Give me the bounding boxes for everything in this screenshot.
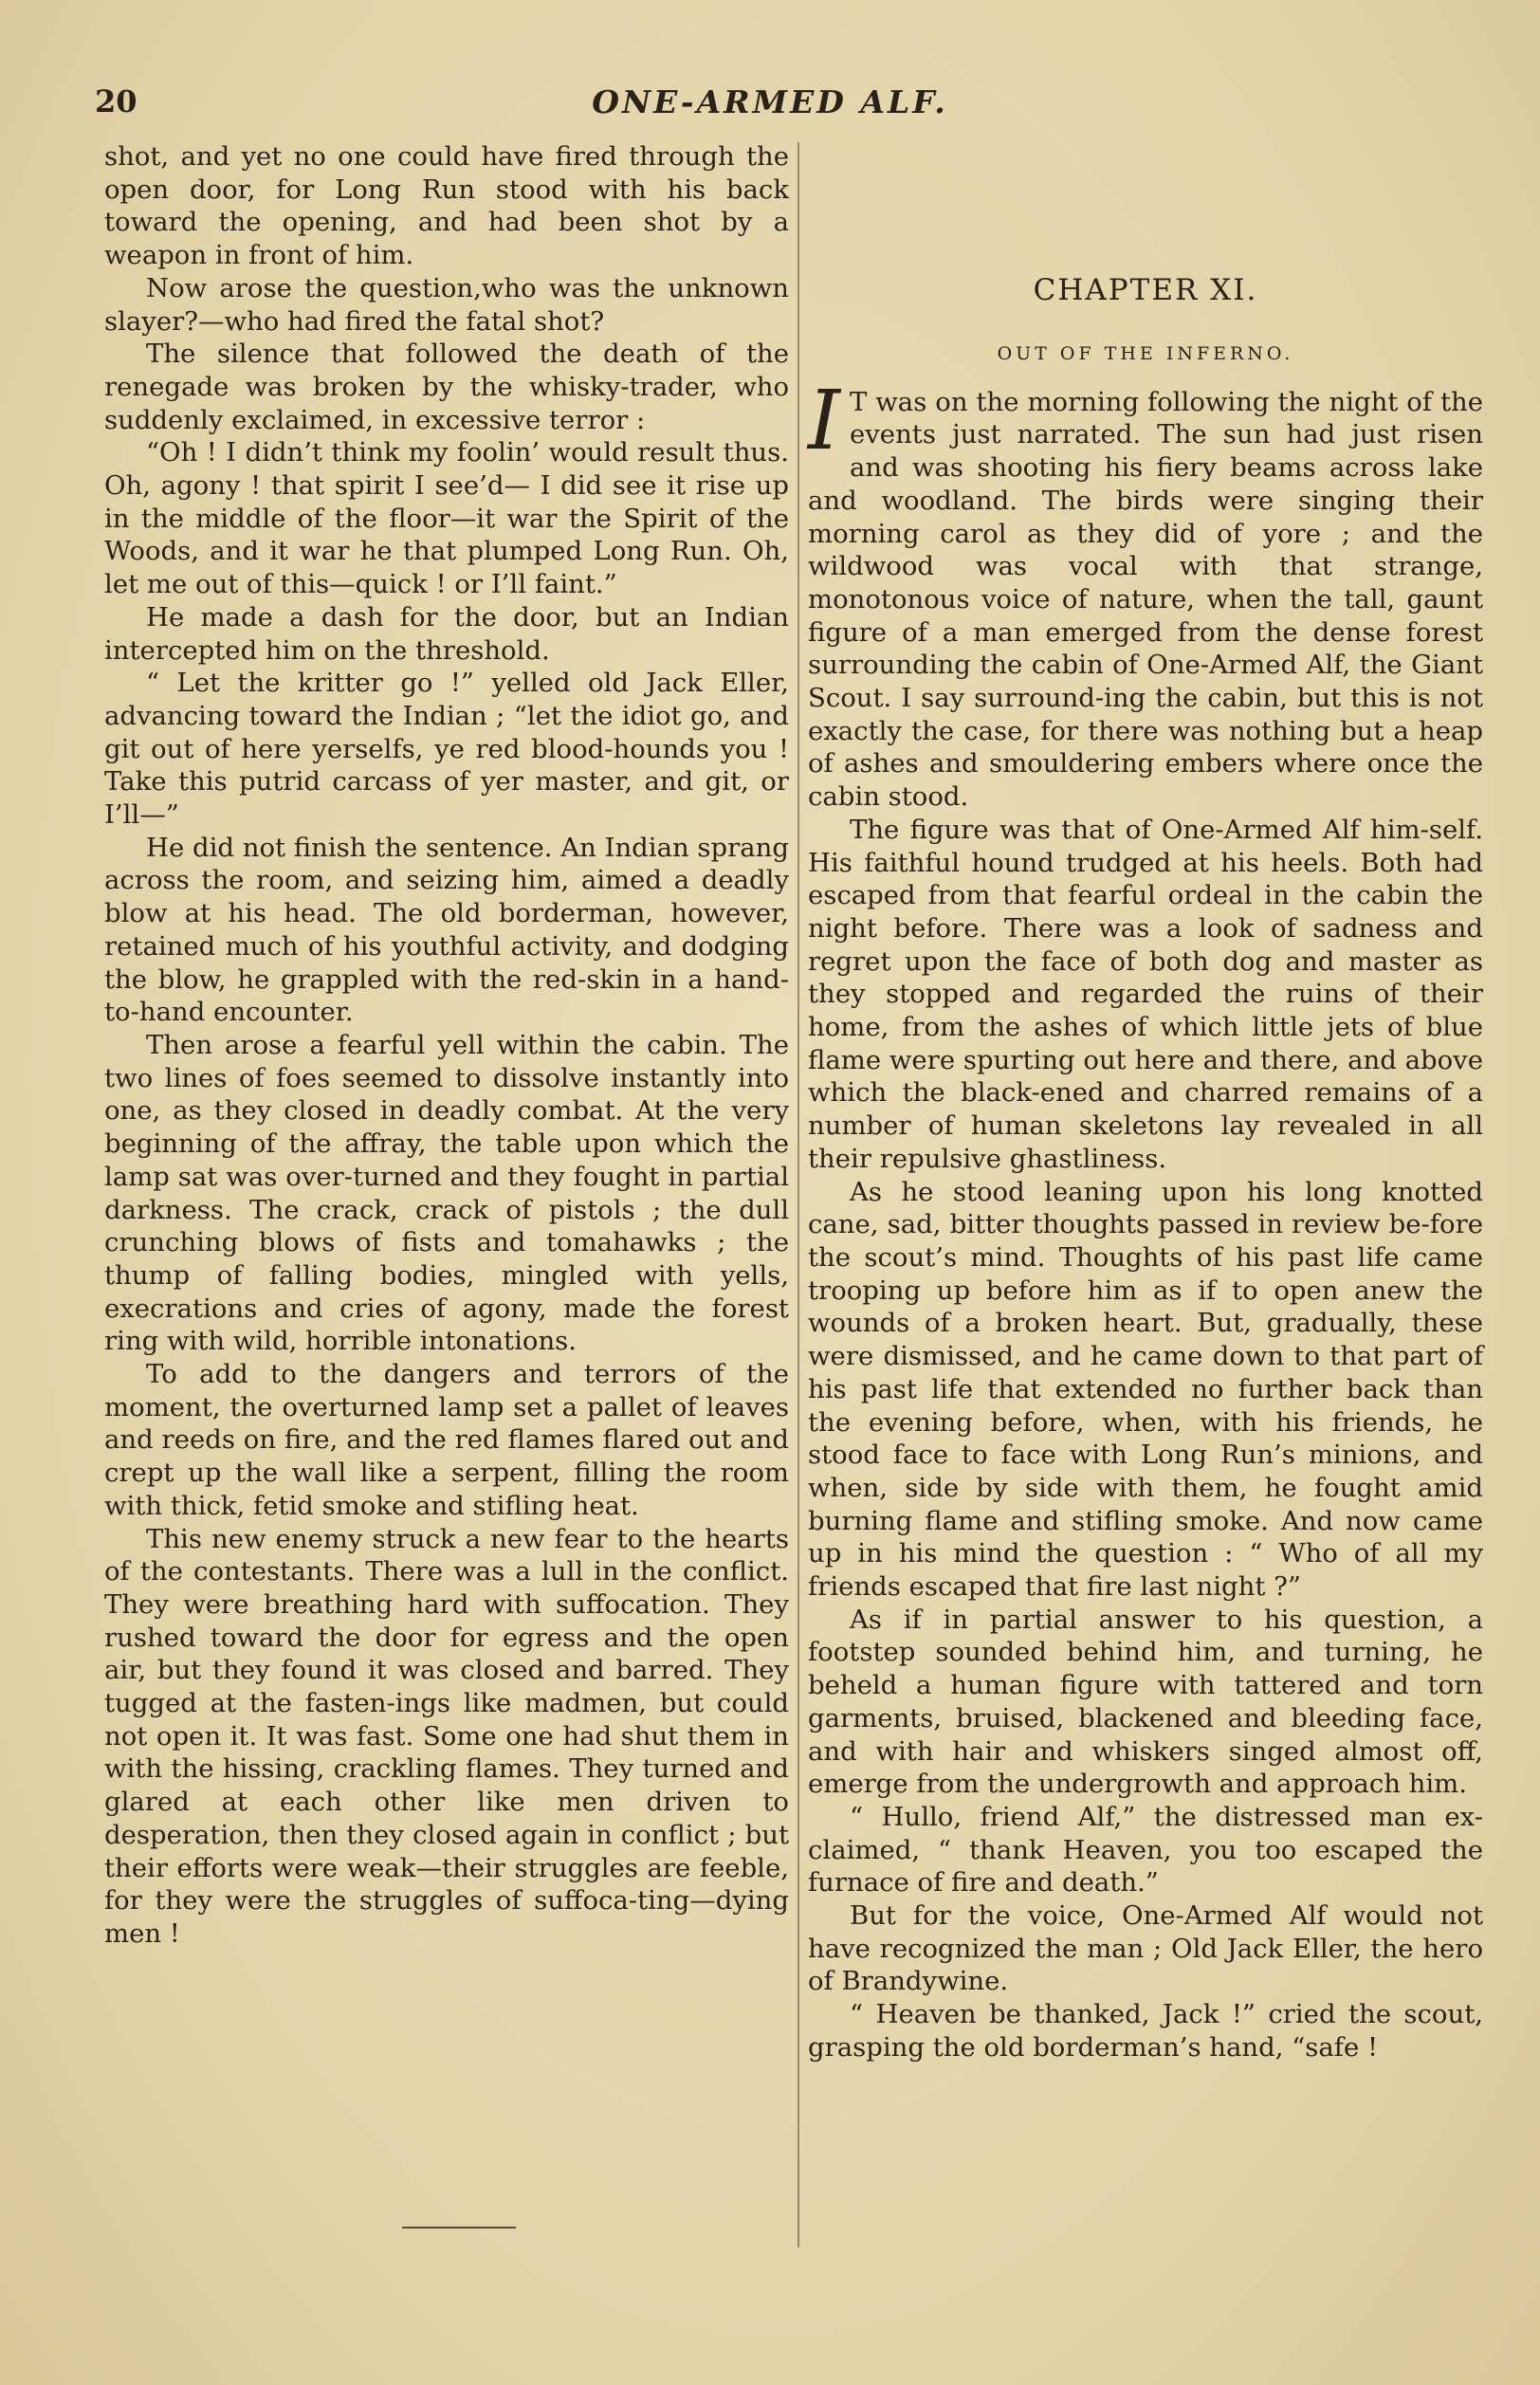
paragraph: He did not finish the sentence. An Indian sprang across the room, and seizing him, aimed a deadly blow at his head. The old borderman, however, retained much of his youthful activity, and dodging the blow, he grappled with the red-skin in a hand-to-hand encounter. xyxy=(104,832,789,1028)
paragraph: As he stood leaning upon his long knotted cane, sad, bitter thoughts passed in review be-fore the scout’s mind. Thoughts of his past life came trooping up before him as if to open anew the wounds of a broken heart. But, gradually, these were dismissed, and he came down to that part of his past life that extended no further back than the evening before, when, with his friends, he stood face to face with Long Run’s minions, and when, side by side with them, he fought amid burning flame and stifling smoke. And now came up in his mind the question : “ Who of all my friends escaped that fire last night ?” xyxy=(808,1176,1483,1603)
paragraph: “Oh ! I didn’t think my foolin’ would result thus. Oh, agony ! that spirit I see’d— I did see it rise up in the middle of the floor—it war the Spirit of the Woods, and it war he that plumped Long Run. Oh, let me out of this—quick ! or I’ll faint.” xyxy=(104,437,789,600)
paragraph: Then arose a fearful yell within the cabin. The two lines of foes seemed to dissolve instantly into one, as they closed in deadly combat. At the very beginning of the affray, the table upon which the lamp sat was over-turned and they fought in partial darkness. The crack, crack of pistols ; the dull crunching blows of fists and tomahawks ; the thump of falling bodies, mingled with yells, execrations and cries of agony, made the forest ring with wild, horrible intonations. xyxy=(104,1029,789,1357)
paragraph: He made a dash for the door, but an Indian intercepted him on the threshold. xyxy=(104,601,789,666)
paragraph: “ Hullo, friend Alf,” the distressed man ex-claimed, “ thank Heaven, you too escaped the furnace of fire and death.” xyxy=(808,1801,1483,1899)
running-title: ONE-ARMED ALF. xyxy=(592,83,948,120)
paragraph: Now arose the question,who was the unknown slayer?—who had fired the fatal shot? xyxy=(104,272,789,337)
paragraph: “ Heaven be thanked, Jack !” cried the scout, grasping the old borderman’s hand, “safe ! xyxy=(808,1999,1483,2063)
paragraph: As if in partial answer to his question, a footstep sounded behind him, and turning, he beheld a human figure with tattered and torn garments, bruised, blackened and bleeding face, and with hair and whiskers singed almost off, emerge from the undergrowth and approach him. xyxy=(808,1604,1483,1800)
section-end-rule xyxy=(402,2227,516,2229)
paragraph: This new enemy struck a new fear to the hearts of the contestants. There was a lull in the conflict. They were breathing hard with suffocation. They rushed toward the door for egress and the open air, but they found it was closed and barred. They tugged at the fasten-ings like madmen, but could not open it. It was fast. Some one had shut them in with the hissing, crackling flames. They turned and glared at each other like men driven to desperation, then they closed again in conflict ; but their efforts were weak—their struggles are feeble, for they were the struggles of suffoca-ting—dying men ! xyxy=(104,1523,789,1949)
opening-text: T was on the morning following the night of the events just narrated. The sun had just risen and was shooting his fiery beams across lake and woodland. The birds were singing their morning carol as they did of yore ; and the wildwood was vocal with that strange, monotonous voice of nature, when the tall, gaunt figure of a man emerged from the dense forest surrounding the cabin of One-Armed Alf, the Giant Scout. I say surround-ing the cabin, but this is not exactly the case, for there was nothing but a heap of ashes and smouldering embers where once the cabin stood. xyxy=(808,386,1483,813)
left-column xyxy=(104,140,789,1951)
paragraph: But for the voice, One-Armed Alf would not have recognized the man ; Old Jack Eller, the hero of Brandywine. xyxy=(808,1900,1483,1997)
page-header xyxy=(95,83,1502,131)
opening-paragraph xyxy=(808,373,1483,814)
paragraph: The silence that followed the death of the renegade was broken by the whisky-trader, who suddenly exclaimed, in excessive terror : xyxy=(104,339,789,435)
column-divider xyxy=(798,142,799,2247)
paragraph: The figure was that of One-Armed Alf him-self. His faithful hound trudged at his heels. Both had escaped from that fearful ordeal in the cabin the night before. There was a look of sadness and regret upon the face of both dog and master as they stopped and regarded the ruins of their home, from the ashes of which little jets of blue flame were spurting out here and there, and above which the black-ened and charred remains of a number of human skeletons lay revealed in all their repulsive ghastliness. xyxy=(808,814,1483,1174)
right-column xyxy=(808,140,1483,2064)
page-number: 20 xyxy=(95,83,138,119)
drop-cap: I xyxy=(808,373,840,468)
paragraph: “ Let the kritter go !” yelled old Jack Eller, advancing toward the Indian ; “let the idiot go, and git out of here yerselfs, ye red blood-hounds you ! Take this putrid carcass of yer master, and git, or I’ll—” xyxy=(104,668,789,831)
paragraph: To add to the dangers and terrors of the moment, the overturned lamp set a pallet of leaves and reeds on fire, and the red flames flared out and crept up the wall like a serpent, filling the room with thick, fetid smoke and stifling heat. xyxy=(104,1359,789,1521)
paragraph: shot, and yet no one could have fired through the open door, for Long Run stood with his back toward the opening, and had been shot by a weapon in front of him. xyxy=(104,141,789,271)
chapter-title: CHAPTER XI. xyxy=(1033,273,1258,307)
chapter-subtitle: OUT OF THE INFERNO. xyxy=(997,343,1294,364)
